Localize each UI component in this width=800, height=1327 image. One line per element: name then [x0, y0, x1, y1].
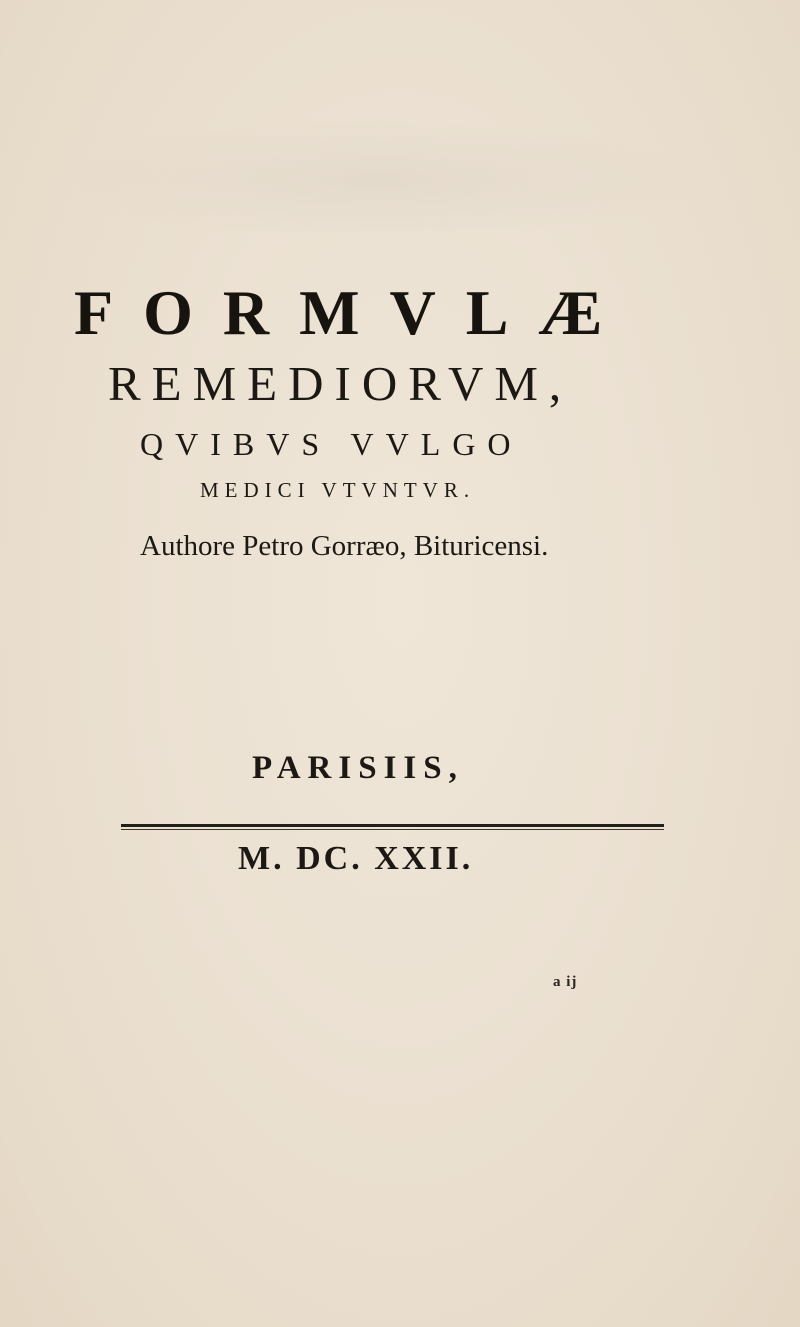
signature-mark: a ij	[553, 974, 578, 990]
author-line: Authore Petro Gorræo, Bituricensi.	[140, 530, 549, 562]
title-line-formulae: FORMVLÆ	[74, 277, 633, 348]
imprint-rule-thin	[121, 829, 664, 830]
title-line-remediorum: REMEDIORVM,	[108, 356, 573, 411]
title-line-quibus-vulgo: QVIBVS VVLGO	[140, 426, 523, 462]
imprint-place: PARISIIS,	[252, 750, 464, 786]
imprint-date: M. DC. XXII.	[238, 840, 474, 877]
title-line-medici-utuntur: MEDICI VTVNTVR.	[200, 478, 476, 502]
imprint-rule	[121, 824, 664, 827]
show-through-shadow	[60, 120, 700, 240]
